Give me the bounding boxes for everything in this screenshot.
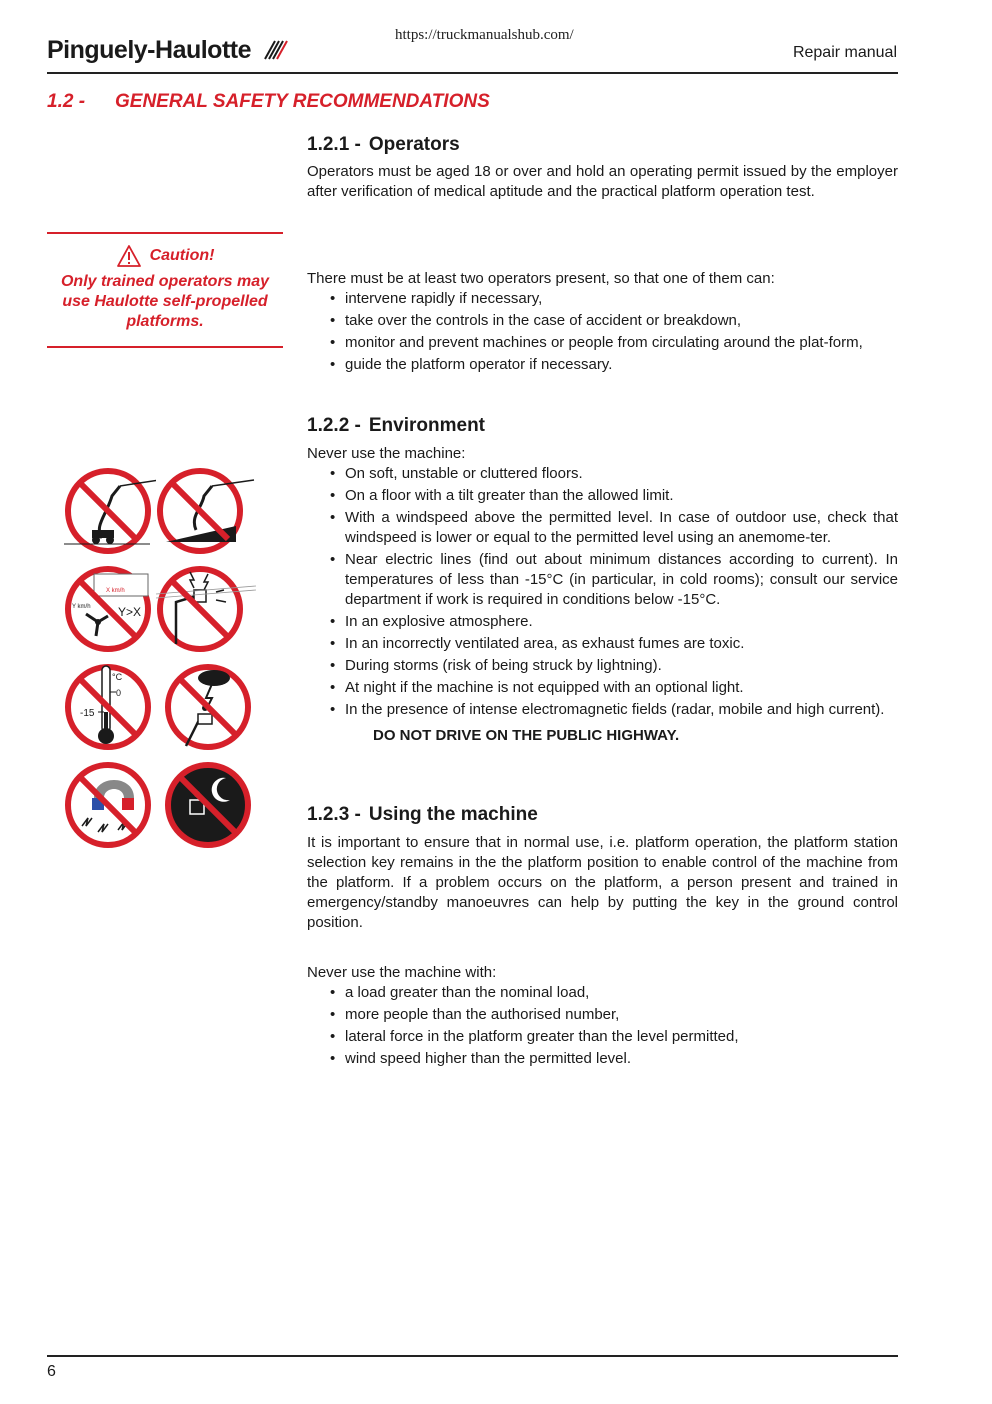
caution-box: [47, 232, 283, 348]
no-low-temperature-icon: [64, 662, 156, 750]
environment-list: [307, 464, 898, 720]
list-item: • In an incorrectly ventilated area, as exhaust fumes are toxic.: [345, 634, 898, 654]
brand-logo: [47, 36, 289, 65]
no-magnetic-field-icon: [64, 760, 156, 848]
operators-heading: [307, 133, 898, 157]
list-item: • On a floor with a tilt greater than the allowed limit.: [345, 486, 898, 506]
using-list: [307, 983, 898, 1069]
list-item: • During storms (risk of being struck by lightning).: [345, 656, 898, 676]
document-type: Repair manual: [792, 44, 897, 61]
operators-lead: There must be at least two operators present, so that one of them can:: [307, 270, 775, 287]
section-number: 1.2 -: [47, 91, 86, 112]
footer-rule: [47, 1355, 898, 1357]
caution-title: Caution!: [149, 247, 215, 264]
environment-heading: [307, 414, 898, 438]
environment-lead: Never use the machine:: [307, 445, 466, 462]
list-item: • In an explosive atmosphere.: [345, 612, 898, 632]
no-slope-icon: [156, 466, 256, 554]
operators-list: [307, 289, 898, 375]
wind-rule-label: Y>X: [118, 605, 142, 619]
no-storm-icon: [164, 662, 256, 750]
section-heading: [47, 91, 490, 113]
section-title: GENERAL SAFETY RECOMMENDATIONS: [115, 91, 490, 112]
using-section: [307, 803, 898, 1071]
page-number: 6: [47, 1363, 56, 1380]
list-item: • guide the platform operator if necessary.: [345, 355, 898, 375]
list-item: • monitor and prevent machines or people from circulating around the plat-form,: [345, 333, 898, 353]
list-item: • At night if the machine is not equipped with an optional light.: [345, 678, 898, 698]
no-night-use-icon: [164, 760, 256, 848]
list-item: • lateral force in the platform greater than the level permitted,: [345, 1027, 898, 1047]
using-title: Using the machine: [368, 804, 538, 825]
logo-text: Pinguely-Haulotte: [47, 36, 252, 64]
temp-unit-label: °C: [112, 672, 123, 682]
highway-warning: DO NOT DRIVE ON THE PUBLIC HIGHWAY.: [373, 727, 680, 744]
list-item: • With a windspeed above the permitted level. In case of outdoor use, check that windspeed is lower or equal to the permitted level using an anemome-ter.: [345, 508, 898, 548]
using-lead: Never use the machine with:: [307, 964, 497, 981]
environment-number: 1.2.2 -: [307, 415, 361, 436]
prohibition-icons: [64, 466, 256, 858]
no-high-wind-icon: [64, 564, 156, 652]
list-item: • In the presence of intense electromagnetic fields (radar, mobile and high current).: [345, 700, 898, 720]
list-item: • Near electric lines (find out about minimum distances according to current). In temperatures of less than -15°C (in particular, in cold rooms); consult our service department if work is required in conditions below -15°C.: [345, 550, 898, 610]
list-item: • take over the controls in the case of accident or breakdown,: [345, 311, 898, 331]
temp-min-label: -15: [80, 708, 95, 719]
environment-section: [307, 414, 898, 746]
using-heading: [307, 803, 898, 827]
operators-section: [307, 133, 898, 202]
wind-y-label: Y km/h: [72, 604, 91, 610]
source-url[interactable]: https://truckmanualshub.com/: [395, 27, 574, 43]
list-item: • intervene rapidly if necessary,: [345, 289, 898, 309]
wind-x-label: X km/h: [106, 588, 125, 594]
list-item: • more people than the authorised number,: [345, 1005, 898, 1025]
list-item: • On soft, unstable or cluttered floors.: [345, 464, 898, 484]
warning-triangle-icon: [116, 244, 142, 268]
header-rule: [47, 72, 898, 74]
no-power-lines-icon: [156, 564, 256, 652]
operators-list-block: [307, 269, 898, 377]
operators-number: 1.2.1 -: [307, 134, 361, 155]
operators-intro: Operators must be aged 18 or over and hold an operating permit issued by the employer after verification of medical aptitude and the practical platform operation test.: [307, 163, 898, 200]
operators-title: Operators: [368, 134, 460, 155]
environment-title: Environment: [368, 415, 485, 436]
logo-stripes-icon: [263, 39, 289, 61]
temp-zero-label: 0: [116, 688, 122, 698]
list-item: • wind speed higher than the permitted level.: [345, 1049, 898, 1069]
caution-text: Only trained operators may use Haulotte self-propelled platforms.: [60, 273, 270, 330]
using-text: It is important to ensure that in normal use, i.e. platform operation, the platform station selection key remains in the the platform position to enable control of the machine from the platform. If a problem occurs on the platform, a person present and trained in emergency/standby manoeuvres can help by putting the key in the ground control position.: [307, 834, 898, 931]
using-number: 1.2.3 -: [307, 804, 361, 825]
list-item: • a load greater than the nominal load,: [345, 983, 898, 1003]
no-soft-ground-icon: [64, 466, 156, 554]
